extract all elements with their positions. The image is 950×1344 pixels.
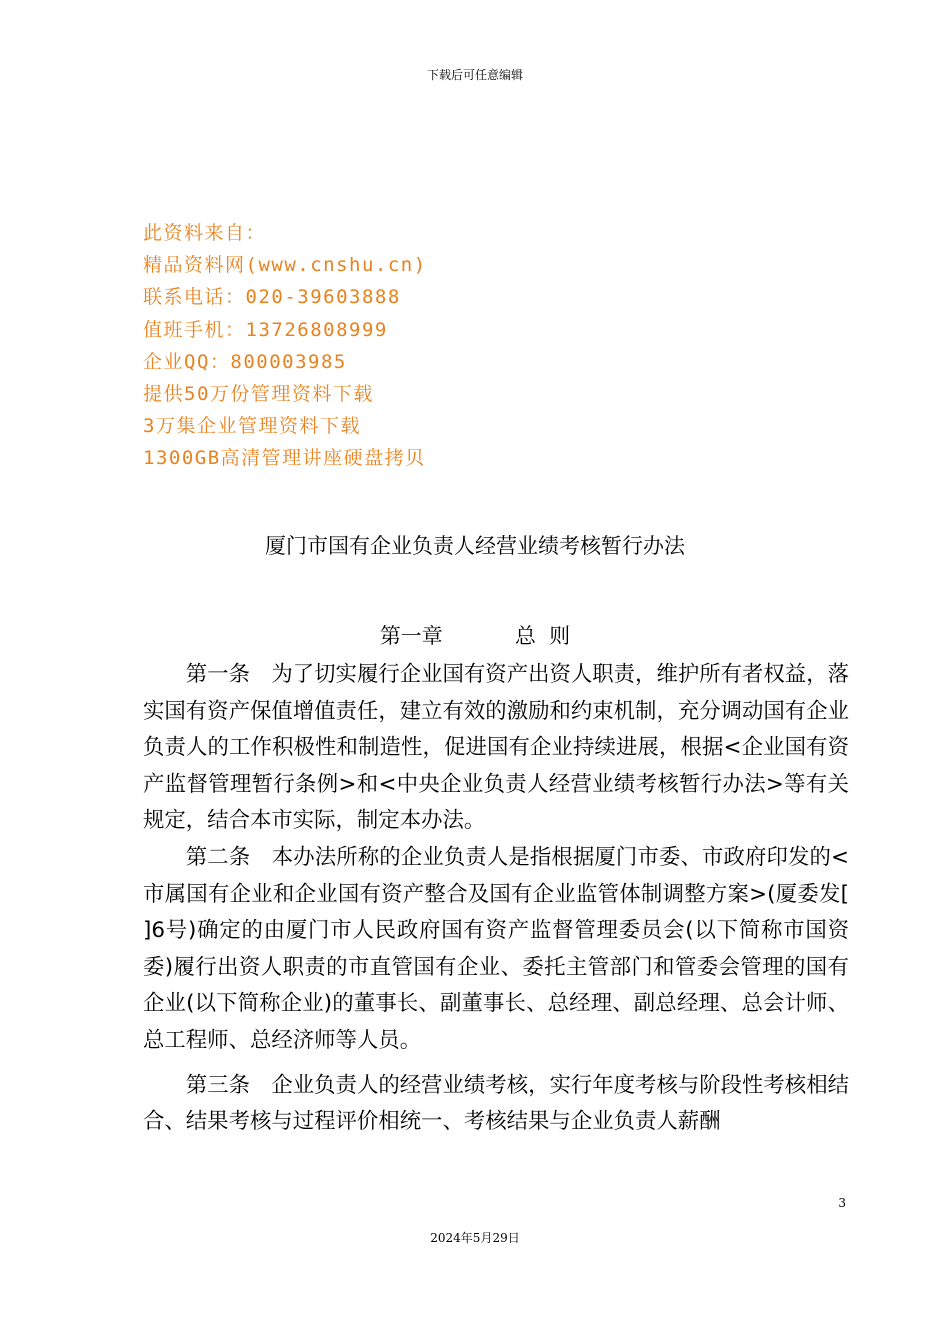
document-body: [143, 657, 849, 1141]
chapter-heading: [0, 620, 950, 650]
source-ad-block: [143, 217, 663, 475]
page-header: 下载后可任意编辑: [426, 68, 523, 82]
page-number: 3: [838, 1196, 846, 1210]
article-paragraph: [143, 657, 849, 840]
article-label: 第一条: [185, 662, 250, 687]
article-paragraph: [143, 840, 849, 1060]
ad-line: 此资料来自：: [143, 222, 267, 244]
ad-line: 企业QQ：800003985: [143, 350, 347, 373]
article-paragraph: [143, 1068, 849, 1141]
article-label: 第二条: [185, 844, 251, 870]
chapter-name: 总 则: [514, 624, 571, 648]
chapter-number: 第一章: [379, 624, 443, 648]
ad-line: 值班手机：13726808999: [143, 318, 388, 341]
article-text: 为了切实履行企业国有资产出资人职责，维护所有者权益，落实国有资产保值增值责任，建立有效的激励和约束机制，充分调动国有企业负责人的工作积极性和制造性，促进国有企业持续进展，根据<企业国有资产监督管理暂行条例>和<中央企业负责人经营业绩考核暂行办法>等有关规定，结合本市实际，制定本办法。: [143, 662, 849, 834]
article-text: 本办法所称的企业负责人是指根据厦门市委、市政府印发的<市属国有企业和企业国有资产整合及国有企业监管体制调整方案>(厦委发[ ]6号)确定的由厦门市人民政府国有资产监督管理委员会(以下简称市国资委)履行出资人职责的市直管国有企业、委托主管部门和管委会管理的国有企业(以下简称企业)的董事长、副董事长、总经理、副总经理、总会计师、总工程师、总经济师等人员。: [143, 844, 849, 1053]
ad-line: 联系电话：020-39603888: [143, 286, 401, 309]
ad-line: 精品资料网(www.cnshu.cn): [143, 254, 427, 277]
article-label: 第三条: [185, 1072, 250, 1098]
ad-line: 1300GB高清管理讲座硬盘拷贝: [143, 447, 426, 470]
article-text: 企业负责人的经营业绩考核，实行年度考核与阶段性考核相结合、结果考核与过程评价相统一、考核结果与企业负责人薪酬: [143, 1072, 849, 1135]
document-title: 厦门市国有企业负责人经营业绩考核暂行办法: [265, 534, 685, 558]
page-footer-date: 2024年5月29日: [430, 1231, 520, 1245]
ad-line: 3万集企业管理资料下载: [143, 415, 361, 438]
ad-line: 提供50万份管理资料下载: [143, 383, 374, 406]
